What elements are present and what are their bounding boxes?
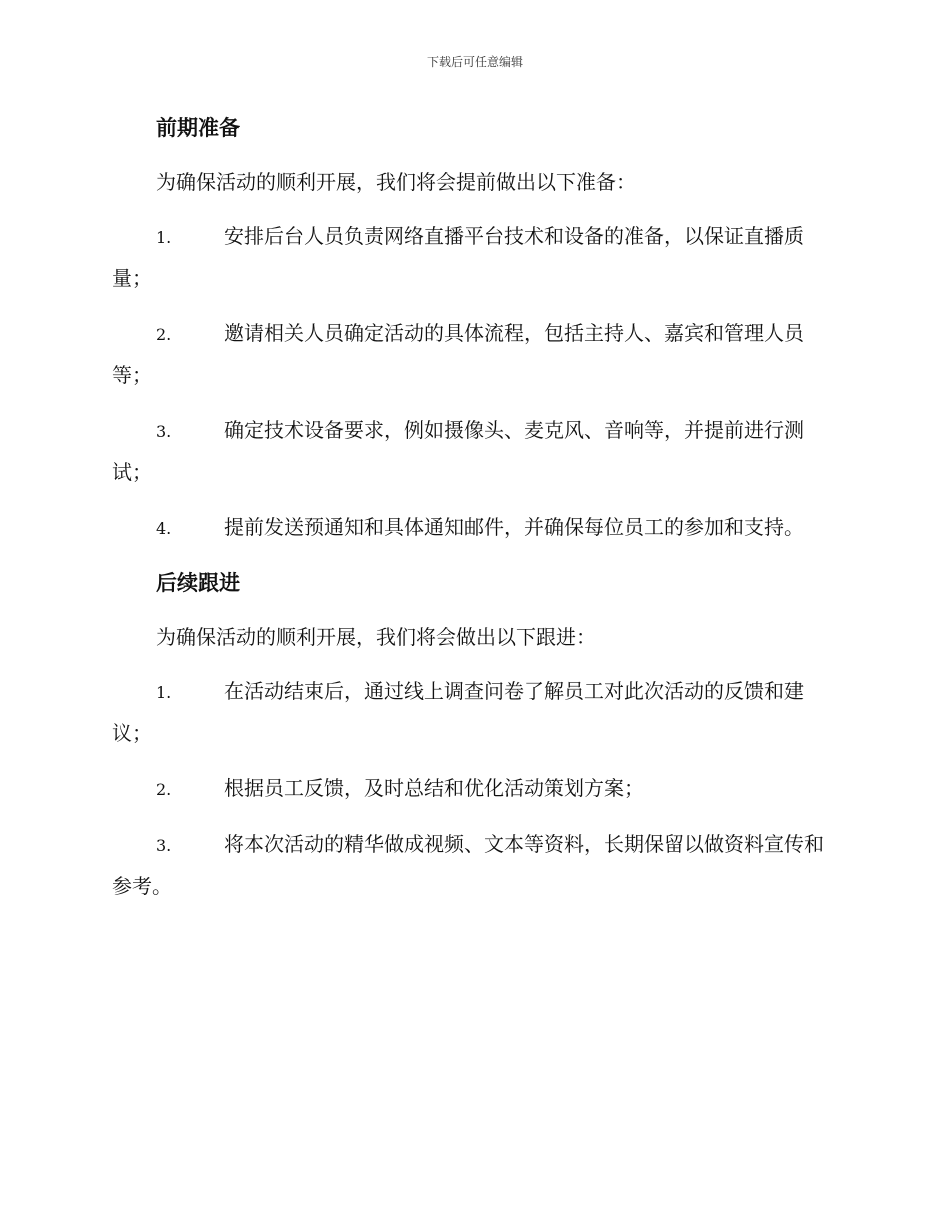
list-item-number: 4. (156, 519, 172, 538)
section-spacer (112, 549, 834, 563)
list-item (112, 768, 834, 810)
list-item-text: 邀请相关人员确定活动的具体流程，包括主持人、嘉宾和管理人员等； (112, 321, 804, 387)
list-item (112, 313, 834, 396)
header-note: 下载后可任意编辑 (426, 55, 523, 69)
list-item (112, 216, 834, 299)
document-body (112, 108, 834, 907)
list-item-number: 3. (156, 836, 172, 855)
list-item-text: 确定技术设备要求，例如摄像头、麦克风、音响等，并提前进行测试； (112, 418, 804, 484)
section-heading-follow-up: 后续跟进 (156, 570, 240, 595)
section-intro-follow-up: 为确保活动的顺利开展，我们将会做出以下跟进： (156, 625, 596, 649)
list-item-text: 在活动结束后，通过线上调查问卷了解员工对此次活动的反馈和建议； (112, 679, 804, 745)
follow-up-list (112, 671, 834, 907)
list-item-text: 根据员工反馈，及时总结和优化活动策划方案； (224, 776, 644, 800)
list-item (112, 410, 834, 493)
list-item-number: 3. (156, 422, 172, 441)
list-item-number: 1. (156, 683, 172, 702)
list-item-text: 将本次活动的精华做成视频、文本等资料，长期保留以做资料宣传和参考。 (112, 832, 824, 898)
list-item-text: 提前发送预通知和具体通知邮件，并确保每位员工的参加和支持。 (224, 515, 804, 539)
list-item (112, 507, 834, 549)
list-item-number: 2. (156, 780, 172, 799)
section-intro-preparation: 为确保活动的顺利开展，我们将会提前做出以下准备： (156, 170, 636, 194)
list-item (112, 671, 834, 754)
list-item (112, 824, 834, 907)
list-item-number: 2. (156, 325, 172, 344)
section-heading-preparation: 前期准备 (156, 115, 240, 140)
preparation-list (112, 216, 834, 549)
list-item-text: 安排后台人员负责网络直播平台技术和设备的准备，以保证直播质量； (112, 224, 804, 290)
list-item-number: 1. (156, 228, 172, 247)
